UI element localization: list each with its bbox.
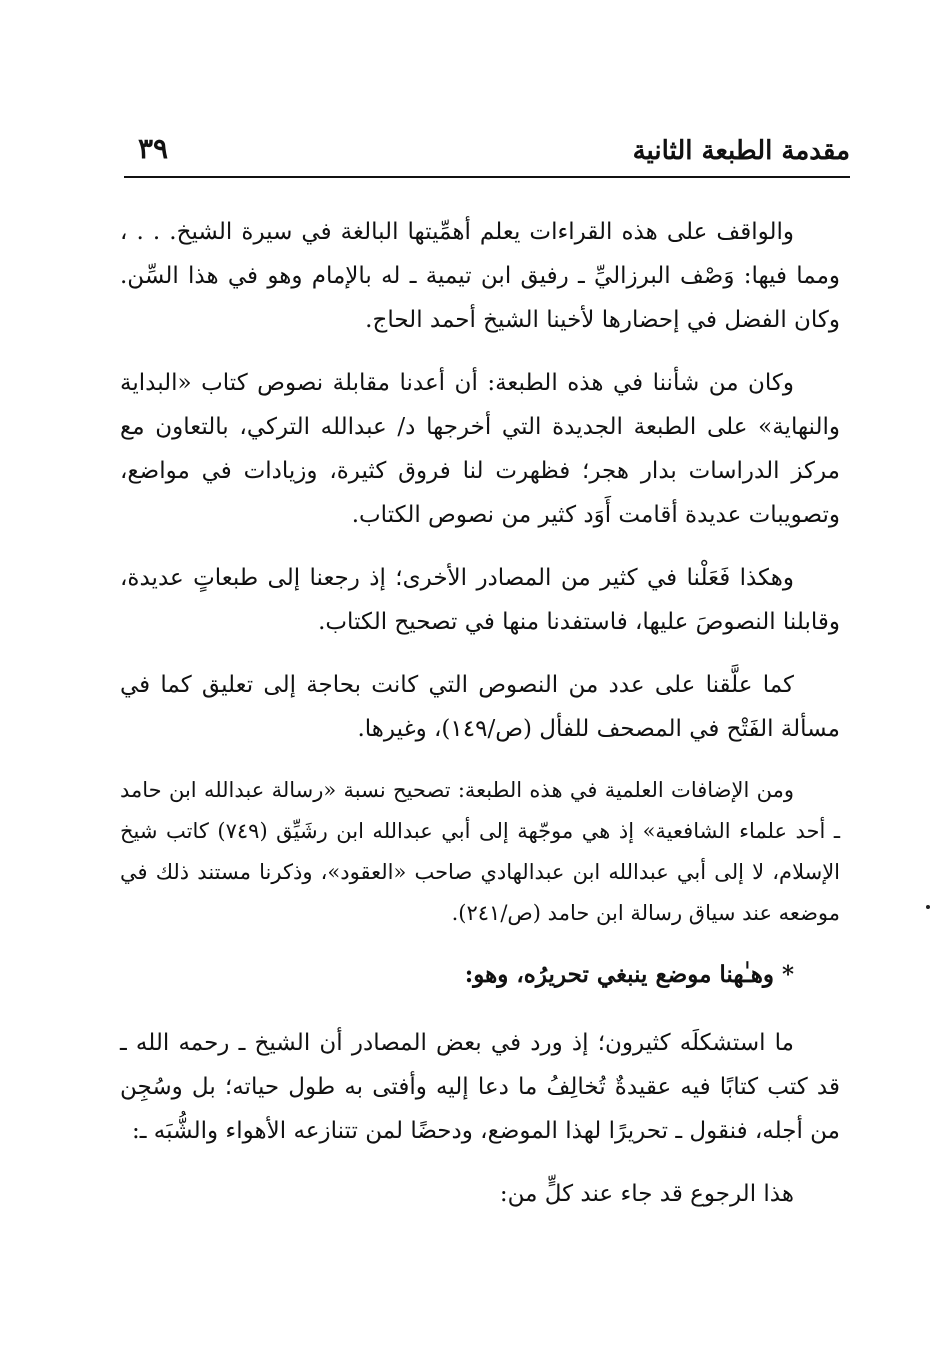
page-header — [124, 126, 850, 174]
header-rule — [124, 176, 850, 178]
running-title: مقدمة الطبعة الثانية — [632, 136, 850, 166]
paragraph-clarification: ما استشكلَه كثيرون؛ إذ ورد في بعض المصادر أن الشيخ ـ رحمه الله ـ قد كتب كتابًا فيه عقيدةٌ تُخالِفُ ما دعا إليه وأفتى به طول حياته؛ بل وسُجِن من أجله، فنقول ـ تحريرًا لهذا الموضع، ودحضًا لمن تتنازعه الأهواء والشُّبَه ـ: — [120, 1030, 840, 1144]
paragraph-other-sources: وهكذا فَعَلْنا في كثير من المصادر الأخرى؛ إذ رجعنا إلى طبعاتٍ عديدة، وقابلنا النصوصَ عليها، فاستفدنا منها في تصحيح الكتاب. — [120, 565, 840, 635]
note-heading: * وهـٰهنا موضع ينبغي تحريرُه، وهو: — [464, 961, 794, 988]
paragraph-readings: والواقف على هذه القراءات يعلم أهمِّيتها البالغة في سيرة الشيخ. . . ، ومما فيها: وَصْف البرزاليِّ ـ رفيق ابن تيمية ـ له بالإمام وهو في هذا السِّن. وكان الفضل في إحضارها لأخينا الشيخ أحمد الحاج. — [120, 219, 840, 333]
scan-speck — [926, 905, 930, 909]
paragraph-annotations: كما علَّقنا على عدد من النصوص التي كانت بحاجة إلى تعليق كما في مسألة الفَتْح في المصحف للفأل (ص/١٤٩)، وغيرها. — [120, 672, 840, 742]
page-body — [120, 210, 840, 1216]
paragraph-scholarly-additions: ومن الإضافات العلمية في هذه الطبعة: تصحيح نسبة «رسالة عبدالله ابن حامد ـ أحد علماء الشافعية» إذ هي موجّهة إلى أبي عبدالله ابن رشَيِّق (٧٤٩) كاتب شيخ الإسلام، لا إلى أبي عبدالله ابن عبدالهادي صاحب «العقود»، وذكرنا مستند ذلك في موضعه عند سياق رسالة ابن حامد (ص/٢٤١). — [120, 778, 840, 925]
page-number: ٣٩ — [138, 132, 169, 165]
paragraph-collation: وكان من شأننا في هذه الطبعة: أن أعدنا مقابلة نصوص كتاب «البداية والنهاية» على الطبعة الجديدة التي أخرجها د/ عبدالله التركي، بالتعاون مع مركز الدراسات بدار هجر؛ فظهرت لنا فروق كثيرة، وزيادات في مواضع، وتصويبات عديدة أقامت أَوَد كثير من نصوص الكتاب. — [120, 370, 840, 528]
closing-line: هذا الرجوع قد جاء عند كلٍّ من: — [499, 1181, 794, 1207]
